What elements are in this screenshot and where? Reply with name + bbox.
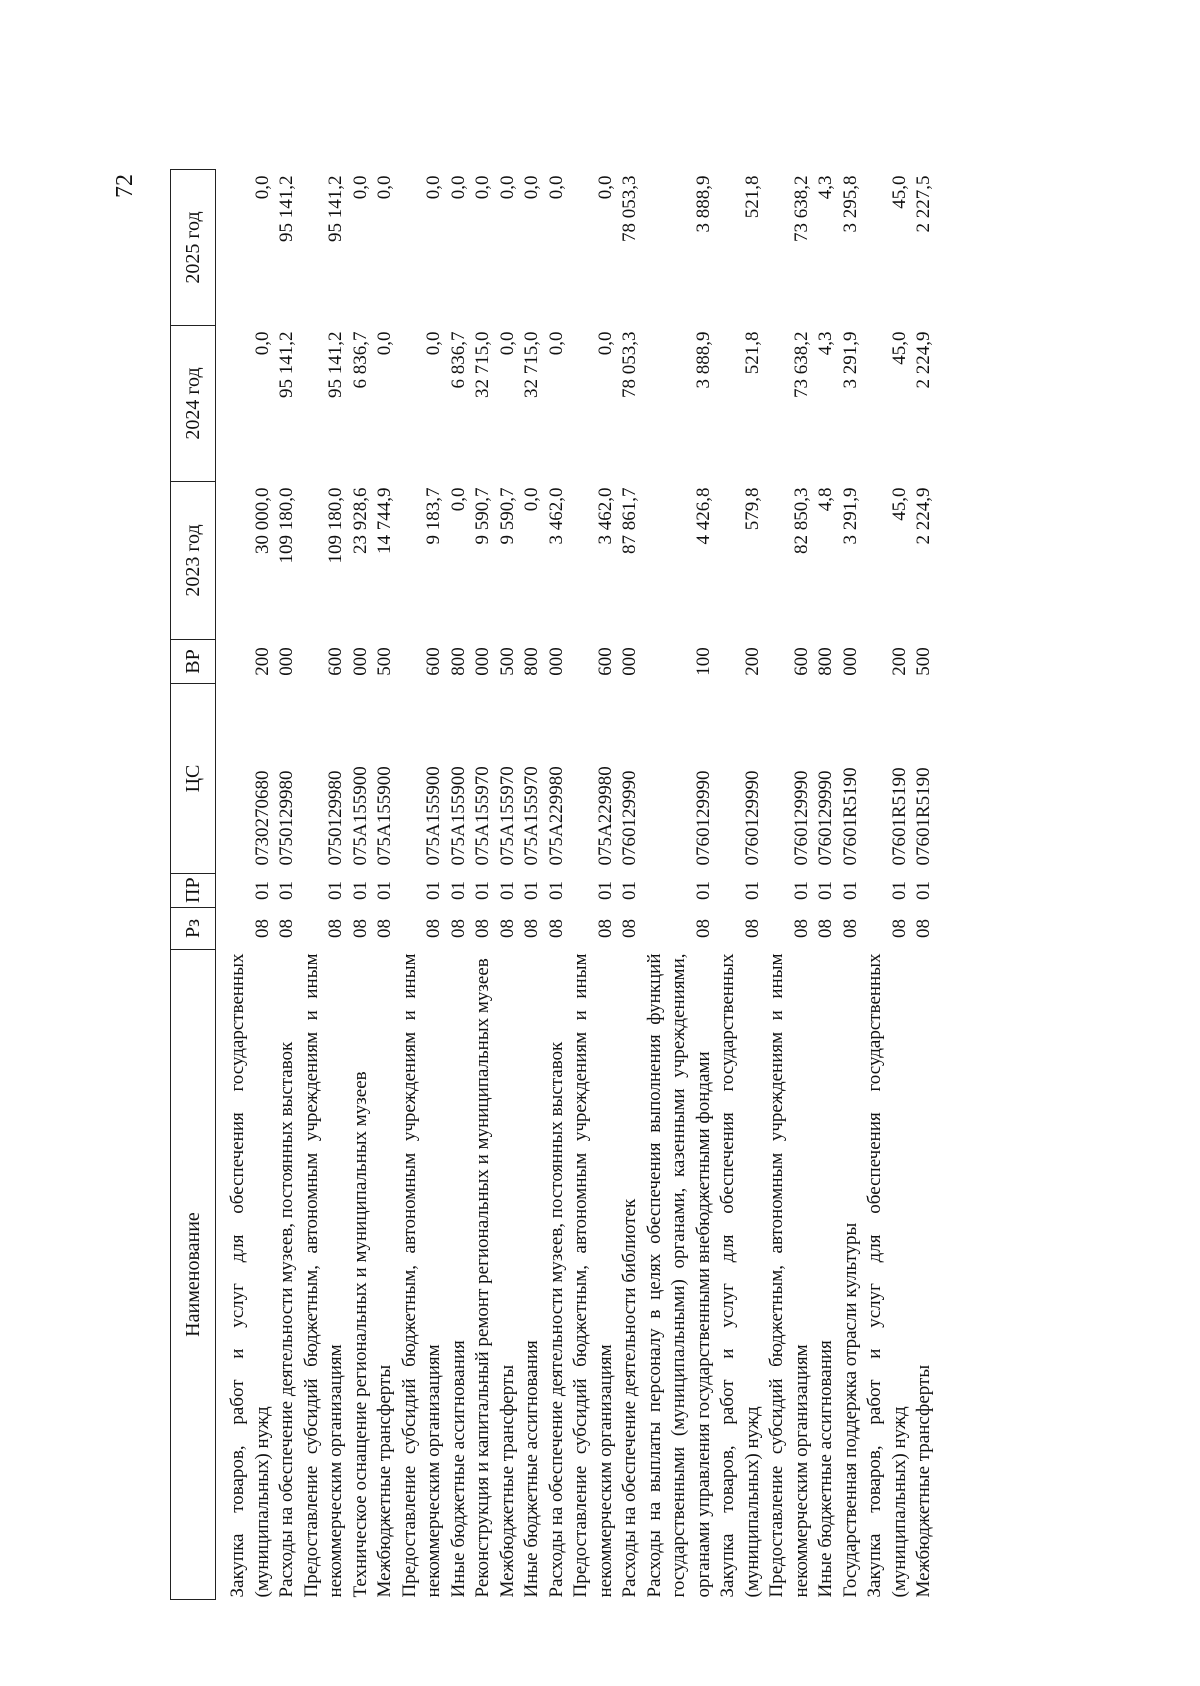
cell-rz: 08 <box>790 919 812 938</box>
cell-2024: 32 715,0 <box>472 331 493 398</box>
cell-vr: 500 <box>496 647 518 676</box>
cell-vr: 600 <box>594 647 616 676</box>
cell-2023: 3 291,9 <box>839 487 861 545</box>
cell-2025: 0,0 <box>423 175 444 200</box>
cell-2025: 95 141,2 <box>276 175 297 242</box>
table-row <box>569 170 618 1600</box>
cell-vr: 200 <box>251 647 273 676</box>
cell-pr: 01 <box>913 881 934 900</box>
table-row <box>471 170 496 1600</box>
cell-rz: 08 <box>815 919 836 938</box>
cell-name: Предоставление субсидий бюджетным, автономным учреждениям и иным некоммерческим организациям <box>300 953 346 1598</box>
cell-rz: 08 <box>472 919 493 938</box>
header-2023: 2023 год <box>171 482 216 640</box>
cell-2024: 521,8 <box>741 331 763 375</box>
rotated-page <box>112 170 1030 1600</box>
cell-2025: 0,0 <box>496 175 518 200</box>
cell-2024: 0,0 <box>594 331 616 356</box>
header-pr: ПР <box>171 874 216 908</box>
cell-vr: 000 <box>619 647 640 676</box>
cell-2023: 0,0 <box>521 487 542 512</box>
cell-cs: 0760129990 <box>619 770 640 866</box>
table-row <box>349 170 374 1600</box>
cell-pr: 01 <box>619 881 640 900</box>
cell-2024: 3 888,9 <box>692 331 714 389</box>
cell-2024: 3 291,9 <box>839 331 861 389</box>
page-number: 72 <box>112 174 138 198</box>
cell-cs: 0760129990 <box>815 770 836 866</box>
cell-vr: 000 <box>349 647 371 676</box>
cell-name: Иные бюджетные ассигнования <box>521 1340 542 1598</box>
cell-name: Реконструкция и капитальный ремонт региональных и муниципальных музеев <box>472 958 493 1598</box>
table-row <box>839 170 864 1600</box>
cell-2023: 4 426,8 <box>692 487 714 545</box>
cell-rz: 08 <box>521 919 542 938</box>
cell-rz: 08 <box>325 919 346 938</box>
cell-2024: 0,0 <box>374 331 395 356</box>
cell-cs: 0730270680 <box>251 770 273 866</box>
cell-cs: 07601R5190 <box>888 767 910 866</box>
cell-2024: 6 836,7 <box>447 331 469 389</box>
table-row <box>216 170 276 1600</box>
cell-rz: 08 <box>619 919 640 938</box>
table-header-row <box>171 170 216 1600</box>
cell-cs: 07601R5190 <box>913 767 934 866</box>
cell-rz: 08 <box>251 919 273 938</box>
cell-rz: 08 <box>374 919 395 938</box>
cell-pr: 01 <box>276 881 297 900</box>
cell-cs: 075A155900 <box>374 766 395 866</box>
cell-name: Межбюджетные трансферты <box>374 1364 395 1598</box>
table-row <box>643 170 717 1600</box>
cell-2024: 78 053,3 <box>619 331 640 398</box>
cell-cs: 075A229980 <box>594 766 616 866</box>
cell-cs: 075A155900 <box>447 766 469 866</box>
cell-cs: 07601R5190 <box>839 767 861 866</box>
cell-pr: 01 <box>374 881 395 900</box>
cell-vr: 500 <box>913 647 934 676</box>
cell-vr: 100 <box>692 647 714 676</box>
cell-name: Расходы на выплаты персоналу в целях обеспечения выполнения функций государственными (муниципальными) органами, казенными учреждениями, органами управления государственными внебюджетными фондами <box>643 953 714 1598</box>
cell-rz: 08 <box>594 919 616 938</box>
cell-rz: 08 <box>447 919 469 938</box>
cell-2025: 521,8 <box>741 175 763 219</box>
cell-name: Предоставление субсидий бюджетным, автономным учреждениям и иным некоммерческим организациям <box>766 953 812 1598</box>
cell-cs: 075A229980 <box>545 766 567 866</box>
cell-cs: 075A155900 <box>349 766 371 866</box>
cell-cs: 0750129980 <box>276 770 297 866</box>
table-row <box>716 170 765 1600</box>
cell-rz: 08 <box>888 919 910 938</box>
cell-pr: 01 <box>325 881 346 900</box>
cell-2025: 73 638,2 <box>790 175 812 242</box>
cell-2024: 0,0 <box>496 331 518 356</box>
cell-2025: 4,3 <box>815 175 836 200</box>
cell-2023: 579,8 <box>741 487 763 531</box>
cell-name: Расходы на обеспечение деятельности музеев, постоянных выставок <box>545 1041 567 1598</box>
table-row <box>300 170 349 1600</box>
cell-vr: 200 <box>888 647 910 676</box>
cell-pr: 01 <box>496 881 518 900</box>
cell-2025: 0,0 <box>251 175 273 200</box>
table-row <box>447 170 472 1600</box>
cell-2023: 109 180,0 <box>325 487 346 564</box>
cell-rz: 08 <box>741 919 763 938</box>
table-row <box>496 170 521 1600</box>
cell-2025: 0,0 <box>349 175 371 200</box>
cell-name: Расходы на обеспечение деятельности библиотек <box>619 1198 640 1598</box>
cell-vr: 600 <box>325 647 346 676</box>
cell-2023: 3 462,0 <box>545 487 567 545</box>
cell-rz: 08 <box>496 919 518 938</box>
cell-pr: 01 <box>472 881 493 900</box>
cell-cs: 075A155970 <box>496 766 518 866</box>
cell-2025: 0,0 <box>374 175 395 200</box>
cell-2023: 87 861,7 <box>619 487 640 554</box>
cell-2024: 2 224,9 <box>913 331 934 389</box>
cell-vr: 800 <box>815 647 836 676</box>
header-2024: 2024 год <box>171 326 216 482</box>
cell-2025: 3 888,9 <box>692 175 714 233</box>
cell-pr: 01 <box>790 881 812 900</box>
cell-pr: 01 <box>349 881 371 900</box>
cell-2025: 78 053,3 <box>619 175 640 242</box>
cell-2025: 2 227,5 <box>913 175 934 233</box>
cell-pr: 01 <box>521 881 542 900</box>
cell-2025: 0,0 <box>447 175 469 200</box>
cell-cs: 075A155970 <box>472 766 493 866</box>
table-row <box>398 170 447 1600</box>
table-body <box>216 170 937 1600</box>
cell-name: Закупка товаров, работ и услуг для обеспечения государственных (муниципальных) нужд <box>717 953 763 1598</box>
cell-name: Техническое оснащение региональных и муниципальных музеев <box>349 1071 371 1598</box>
table-row <box>618 170 643 1600</box>
cell-2023: 23 928,6 <box>349 487 371 554</box>
cell-2024: 95 141,2 <box>276 331 297 398</box>
cell-name: Иные бюджетные ассигнования <box>815 1340 836 1598</box>
cell-name: Иные бюджетные ассигнования <box>447 1340 469 1598</box>
cell-vr: 000 <box>472 647 493 676</box>
cell-rz: 08 <box>692 919 714 938</box>
table-row <box>765 170 814 1600</box>
cell-2024: 0,0 <box>545 331 567 356</box>
cell-name: Государственная поддержка отрасли культуры <box>839 1222 861 1598</box>
cell-rz: 08 <box>545 919 567 938</box>
cell-vr: 600 <box>423 647 444 676</box>
cell-vr: 800 <box>447 647 469 676</box>
cell-vr: 000 <box>545 647 567 676</box>
cell-2023: 0,0 <box>447 487 469 512</box>
cell-pr: 01 <box>545 881 567 900</box>
cell-cs: 0750129980 <box>325 770 346 866</box>
cell-rz: 08 <box>276 919 297 938</box>
cell-pr: 01 <box>741 881 763 900</box>
cell-2023: 109 180,0 <box>276 487 297 564</box>
cell-2023: 9 183,7 <box>423 487 444 545</box>
budget-table <box>170 169 937 1600</box>
cell-2024: 73 638,2 <box>790 331 812 398</box>
cell-pr: 01 <box>251 881 273 900</box>
cell-name: Закупка товаров, работ и услуг для обеспечения государственных (муниципальных) нужд <box>864 953 910 1598</box>
cell-name: Закупка товаров, работ и услуг для обеспечения государственных (муниципальных) нужд <box>227 953 273 1598</box>
cell-rz: 08 <box>349 919 371 938</box>
cell-vr: 500 <box>374 647 395 676</box>
header-vr: ВР <box>171 640 216 684</box>
cell-2023: 30 000,0 <box>251 487 273 554</box>
cell-rz: 08 <box>423 919 444 938</box>
cell-cs: 0760129990 <box>741 770 763 866</box>
cell-vr: 200 <box>741 647 763 676</box>
table-row <box>373 170 398 1600</box>
header-name: Наименование <box>171 950 216 1600</box>
cell-2023: 4,8 <box>815 487 836 512</box>
cell-2025: 0,0 <box>545 175 567 200</box>
cell-2024: 6 836,7 <box>349 331 371 389</box>
cell-2024: 95 141,2 <box>325 331 346 398</box>
cell-rz: 08 <box>839 919 861 938</box>
table-row <box>275 170 300 1600</box>
cell-pr: 01 <box>888 881 910 900</box>
cell-2023: 3 462,0 <box>594 487 616 545</box>
cell-pr: 01 <box>692 881 714 900</box>
cell-pr: 01 <box>594 881 616 900</box>
cell-vr: 000 <box>839 647 861 676</box>
cell-2023: 9 590,7 <box>496 487 518 545</box>
cell-2023: 45,0 <box>888 487 910 521</box>
cell-rz: 08 <box>913 919 934 938</box>
cell-vr: 000 <box>276 647 297 676</box>
cell-2023: 9 590,7 <box>472 487 493 545</box>
table-row <box>545 170 570 1600</box>
header-2025: 2025 год <box>171 170 216 326</box>
cell-2025: 0,0 <box>594 175 616 200</box>
cell-name: Предоставление субсидий бюджетным, автономным учреждениям и иным некоммерческим организациям <box>398 953 444 1598</box>
cell-cs: 075A155970 <box>521 766 542 866</box>
cell-cs: 075A155900 <box>423 766 444 866</box>
header-cs: ЦС <box>171 684 216 874</box>
cell-name: Межбюджетные трансферты <box>496 1364 518 1598</box>
cell-2023: 14 744,9 <box>374 487 395 554</box>
cell-pr: 01 <box>447 881 469 900</box>
cell-2024: 0,0 <box>423 331 444 356</box>
table-row <box>912 170 937 1600</box>
cell-2024: 32 715,0 <box>521 331 542 398</box>
cell-pr: 01 <box>423 881 444 900</box>
cell-2024: 4,3 <box>815 331 836 356</box>
cell-pr: 01 <box>839 881 861 900</box>
cell-name: Межбюджетные трансферты <box>913 1364 934 1598</box>
cell-vr: 800 <box>521 647 542 676</box>
cell-2025: 95 141,2 <box>325 175 346 242</box>
cell-pr: 01 <box>815 881 836 900</box>
cell-2023: 2 224,9 <box>913 487 934 545</box>
cell-name: Расходы на обеспечение деятельности музеев, постоянных выставок <box>276 1041 297 1598</box>
cell-2023: 82 850,3 <box>790 487 812 554</box>
cell-2025: 3 295,8 <box>839 175 861 233</box>
cell-vr: 600 <box>790 647 812 676</box>
table-row <box>520 170 545 1600</box>
cell-name: Предоставление субсидий бюджетным, автономным учреждениям и иным некоммерческим организациям <box>570 953 616 1598</box>
header-rz: Рз <box>171 908 216 950</box>
cell-2025: 45,0 <box>888 175 910 209</box>
cell-2024: 45,0 <box>888 331 910 365</box>
cell-cs: 0760129990 <box>692 770 714 866</box>
table-row <box>863 170 912 1600</box>
cell-2024: 0,0 <box>251 331 273 356</box>
cell-2025: 0,0 <box>472 175 493 200</box>
cell-cs: 0760129990 <box>790 770 812 866</box>
table-row <box>814 170 839 1600</box>
cell-2025: 0,0 <box>521 175 542 200</box>
